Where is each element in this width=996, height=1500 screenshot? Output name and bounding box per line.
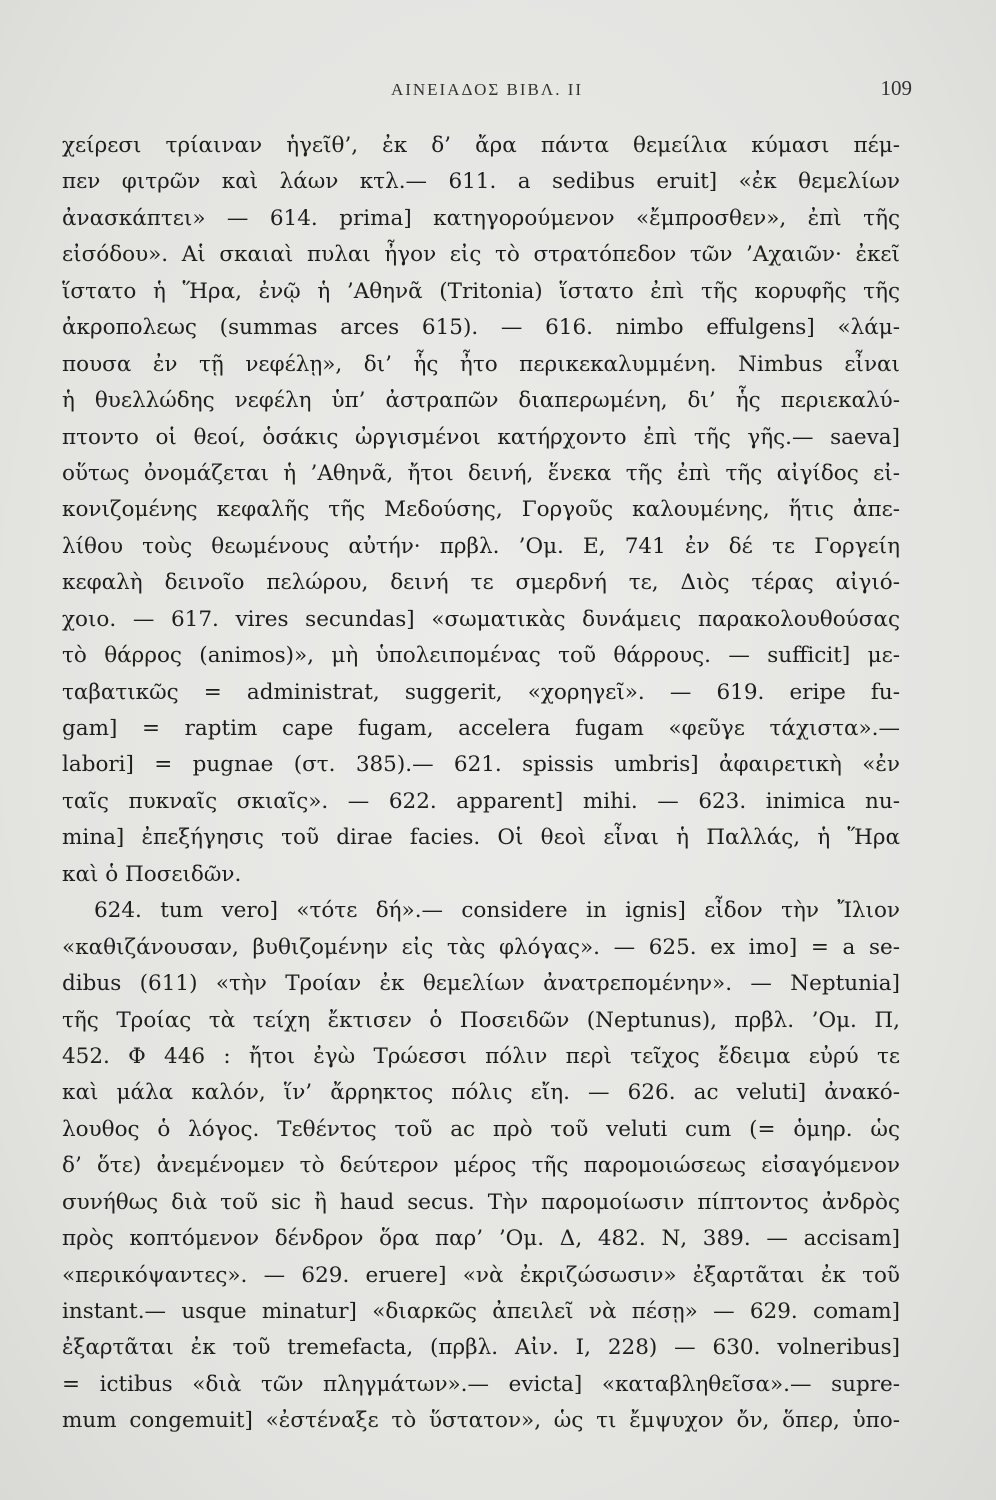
running-title: ΑΙΝΕΙΑΔΟΣ ΒΙΒΛ. II bbox=[390, 80, 584, 99]
text-line: οὕτως ὀνομάζεται ἡ ’Αθηνᾶ, ἤτοι δεινή, ἕνεκα τῆς ἐπὶ τῆς αἰγίδος εἰ- bbox=[62, 460, 900, 486]
text-line: ἀνασκάπτει» — 614. prima] κατηγορούμενον «ἔμπροσθεν», ἐπὶ τῆς bbox=[62, 205, 900, 231]
page-header bbox=[62, 76, 912, 106]
text-line: ταβατικῶς = administrat, suggerit, «χορηγεῖ». — 619. eripe fu- bbox=[62, 679, 900, 705]
text-line: πρὸς κοπτόμενον δένδρον ὅρα παρ’ ’Ομ. Δ, 482. Ν, 389. — accisam] bbox=[62, 1226, 900, 1252]
text-line: λουθος ὁ λόγος. Τεθέντος τοῦ ac πρὸ τοῦ veluti cum (= ὁμηρ. ὡς bbox=[62, 1116, 900, 1142]
text-line: καὶ μάλα καλόν, ἵν’ ἄρρηκτος πόλις εἴη. — 626. ac veluti] ἀνακό- bbox=[62, 1080, 900, 1106]
text-line: «καθιζάνουσαν, βυθιζομένην εἰς τὰς φλόγας». — 625. ex imo] = a se- bbox=[62, 934, 900, 960]
page-number: 109 bbox=[880, 76, 912, 100]
text-line: dibus (611) «τὴν Τροίαν ἐκ θεμελίων ἀνατρεπομένην». — Neptunia] bbox=[62, 971, 900, 997]
text-line: κονιζομένης κεφαλῆς τῆς Μεδούσης, Γοργοῦς καλουμένης, ἥτις ἀπε- bbox=[62, 497, 900, 523]
commentary-text bbox=[62, 128, 900, 1440]
text-line: πουσα ἐν τῇ νεφέλῃ», δι’ ἧς ἦτο περικεκαλυμμένη. Nimbus εἶναι bbox=[62, 351, 900, 377]
text-line: ἐξαρτᾶται ἐκ τοῦ tremefacta, (πρβλ. Αἰν. I, 228) — 630. volneribus] bbox=[62, 1335, 900, 1361]
text-line: κεφαλὴ δεινοῖο πελώρου, δεινή τε σμερδνή τε, Διὸς τέρας αἰγιό- bbox=[62, 570, 900, 596]
text-line: ταῖς πυκναῖς σκιαῖς». — 622. apparent] mihi. — 623. inimica nu- bbox=[62, 788, 900, 814]
text-line: δ’ ὅτε) ἀνεμένομεν τὸ δεύτερον μέρος τῆς παρομοιώσεως εἰσαγόμενον bbox=[62, 1153, 900, 1179]
text-line: 452. Φ 446 : ἤτοι ἐγὼ Τρώεσσι πόλιν περὶ τεῖχος ἔδειμα εὐρύ τε bbox=[62, 1043, 900, 1069]
text-line: «περικόψαντες». — 629. eruere] «νὰ ἐκριζώσωσιν» ἐξαρτᾶται ἐκ τοῦ bbox=[62, 1262, 900, 1288]
text-line: καὶ ὁ Ποσειδῶν. bbox=[62, 861, 242, 887]
text-line: τὸ θάρρος (animos)», μὴ ὑπολειπομένας τοῦ θάρρους. — sufficit] με- bbox=[62, 643, 900, 669]
text-line: = ictibus «διὰ τῶν πληγμάτων».— evicta] «καταβληθεῖσα».— supre- bbox=[62, 1371, 900, 1397]
text-line: mum congemuit] «ἐστέναξε τὸ ὕστατον», ὡς τι ἔμψυχον ὄν, ὅπερ, ὑπο- bbox=[62, 1408, 900, 1434]
text-line: ἀκροπολεως (summas arces 615). — 616. nimbo effulgens] «λάμ- bbox=[62, 315, 900, 341]
text-line: χοιο. — 617. vires secundas] «σωματικὰς δυνάμεις παρακολουθούσας bbox=[62, 606, 900, 632]
text-line: συνήθως διὰ τοῦ sic ἢ haud secus. Τὴν παρομοίωσιν πίπτοντος ἀνδρὸς bbox=[62, 1189, 900, 1215]
text-line: instant.— usque minatur] «διαρκῶς ἀπειλεῖ νὰ πέσῃ» — 629. comam] bbox=[62, 1299, 900, 1324]
text-line: ἡ θυελλώδης νεφέλη ὑπ’ ἀστραπῶν διαπερωμένη, δι’ ἧς περιεκαλύ- bbox=[62, 388, 900, 414]
text-line: πτοντο οἱ θεοί, ὁσάκις ὠργισμένοι κατήρχοντο ἐπὶ τῆς γῆς.— saeva] bbox=[62, 424, 900, 450]
text-line: τῆς Τροίας τὰ τείχη ἔκτισεν ὁ Ποσειδῶν (Neptunus), πρβλ. ’Ομ. Π, bbox=[62, 1007, 900, 1033]
text-line: λίθου τοὺς θεωμένους αὐτήν· πρβλ. ’Ομ. Ε, 741 ἐν δέ τε Γοργείη bbox=[62, 533, 900, 559]
text-line: ἵστατο ἡ Ἥρα, ἐνῷ ἡ ’Αθηνᾶ (Tritonia) ἵστατο ἐπὶ τῆς κορυφῆς τῆς bbox=[62, 278, 900, 304]
text-line: gam] = raptim cape fugam, accelera fugam «φεῦγε τάχιστα».— bbox=[62, 716, 900, 741]
text-line: εἰσόδου». Αἱ σκαιαὶ πυλαι ἦγον εἰς τὸ στρατόπεδον τῶν ’Αχαιῶν· ἐκεῖ bbox=[62, 242, 900, 268]
text-line: πεν φιτρῶν καὶ λάων κτλ.— 611. a sedibus eruit] «ἐκ θεμελίων bbox=[62, 169, 900, 195]
text-line: χείρεσι τρίαιναν ἡγεῖθ’, ἐκ δ’ ἄρα πάντα θεμείλια κύμασι πέμ- bbox=[62, 133, 900, 158]
text-line: labori] = pugnae (στ. 385).— 621. spissis umbris] ἀφαιρετικὴ «ἐν bbox=[62, 752, 900, 778]
text-line: 624. tum vero] «τότε δή».— considere in ignis] εἶδον τὴν Ἴλιον bbox=[94, 898, 900, 924]
text-line: mina] ἐπεξήγησις τοῦ dirae facies. Οἱ θεοὶ εἶναι ἡ Παλλάς, ἡ Ἥρα bbox=[62, 825, 900, 851]
